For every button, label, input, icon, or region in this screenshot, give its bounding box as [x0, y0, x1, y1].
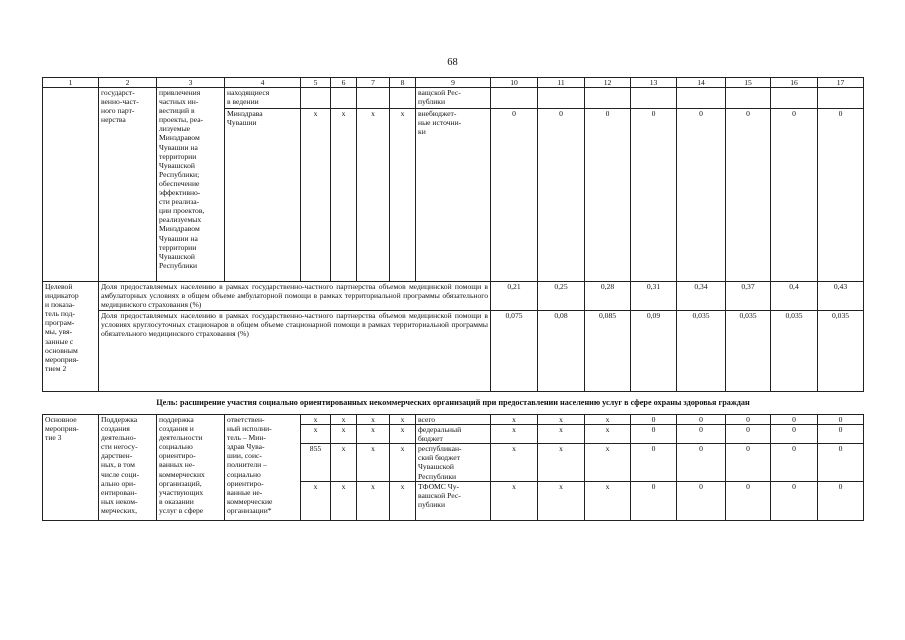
code-cell: х [390, 481, 416, 520]
header-cell: 3 [157, 78, 225, 88]
code-cell: х [390, 109, 416, 282]
funding-source-cell: ТФОМС Чу- вашской Рес- публики [416, 481, 491, 520]
program-table [42, 77, 864, 521]
value-cell: 0 [771, 109, 818, 282]
code-cell: 855 [301, 444, 331, 481]
value-cell: 0,21 [491, 282, 538, 311]
value-cell: 0,035 [677, 311, 726, 392]
empty-cell [726, 88, 771, 109]
value-cell: х [538, 415, 585, 425]
funding-source-cell: всего [416, 415, 491, 425]
value-cell: 0 [677, 444, 726, 481]
value-cell: 0,4 [771, 282, 818, 311]
header-cell: 8 [390, 78, 416, 88]
empty-cell [631, 88, 677, 109]
code-cell: х [301, 415, 331, 425]
code-cell: х [357, 481, 390, 520]
empty-cell [538, 88, 585, 109]
header-cell: 4 [225, 78, 301, 88]
empty-cell [331, 88, 357, 109]
measure-name-cell: Поддержка создания деятельно- сти негосу- дарствен- ных, в том числе соци- ально ори- ентирован- ных неком- мерческих, [99, 415, 157, 521]
task-cell: поддержка создания и деятельности социально ориентиро- ванных не- коммерческих организаций, участвующих в оказании услуг в сфере [157, 415, 225, 521]
empty-cell [585, 88, 631, 109]
measure-label-cell: Основное мероприя- тие 3 [43, 415, 99, 521]
header-cell: 13 [631, 78, 677, 88]
header-cell: 2 [99, 78, 157, 88]
value-cell: 0 [677, 425, 726, 444]
code-cell: х [301, 425, 331, 444]
code-cell: х [357, 444, 390, 481]
value-cell: 0 [677, 109, 726, 282]
value-cell: 0,08 [538, 311, 585, 392]
empty-cell [677, 88, 726, 109]
code-cell: х [331, 109, 357, 282]
value-cell: 0 [726, 481, 771, 520]
funding-source-cell: федеральный бюджет [416, 425, 491, 444]
value-cell: 0,37 [726, 282, 771, 311]
empty-cell [43, 88, 99, 282]
value-cell: 0,035 [771, 311, 818, 392]
value-cell: х [585, 415, 631, 425]
value-cell: 0,31 [631, 282, 677, 311]
value-cell: 0 [771, 444, 818, 481]
value-cell: 0 [771, 425, 818, 444]
value-cell: 0 [631, 481, 677, 520]
empty-cell [771, 88, 818, 109]
value-cell: х [491, 425, 538, 444]
value-cell: 0,25 [538, 282, 585, 311]
executor-cell: Минздрава Чувашии [225, 109, 301, 282]
table-row [43, 88, 864, 109]
measure-name-cell: государст- венно-част- ного парт- нерства [99, 88, 157, 282]
indicator-row [43, 311, 864, 392]
page-number: 68 [447, 57, 458, 68]
value-cell: 0,085 [585, 311, 631, 392]
value-cell: 0 [726, 109, 771, 282]
value-cell: х [538, 425, 585, 444]
executor-cell: находящиеся в ведении [225, 88, 301, 109]
header-cell: 6 [331, 78, 357, 88]
goal-title: Цель: расширение участия социально ориентированных некоммерческих организаций при предоставлении населению услуг в сфере охраны здоровья граждан [43, 392, 864, 415]
value-cell: 0 [818, 109, 864, 282]
empty-cell [390, 88, 416, 109]
value-cell: х [491, 415, 538, 425]
indicator-row [43, 282, 864, 311]
value-cell: 0 [726, 415, 771, 425]
header-cell: 7 [357, 78, 390, 88]
table-row [43, 415, 864, 425]
value-cell: 0 [726, 425, 771, 444]
code-cell: х [390, 415, 416, 425]
header-cell: 5 [301, 78, 331, 88]
value-cell: 0 [771, 415, 818, 425]
header-cell: 10 [491, 78, 538, 88]
indicator-text-cell: Доля предоставляемых населению в рамках государственно-частного партнерства объемов медицинской помощи в условиях круглосуточных стационаров в общем объеме стационарной помощи в рамках территориальной программы обязательного медицинского страхования (%) [99, 311, 491, 392]
value-cell: 0 [771, 481, 818, 520]
value-cell: 0,09 [631, 311, 677, 392]
code-cell: х [357, 109, 390, 282]
header-cell: 14 [677, 78, 726, 88]
indicator-text-cell: Доля предоставляемых населению в рамках государственно-частного партнерства объемов медицинской помощи в амбулаторных условиях в общем объеме амбулаторной помощи в рамках территориальной программы обязательного медицинского страхования (%) [99, 282, 491, 311]
value-cell: 0 [677, 481, 726, 520]
value-cell: 0 [818, 444, 864, 481]
executor-cell: ответствен- ный исполни- тель – Мин- здрав Чува- шии, соис- полнители – социально ориентиро- ванные не- коммерческие организации* [225, 415, 301, 521]
empty-cell [491, 88, 538, 109]
header-cell: 17 [818, 78, 864, 88]
value-cell: 0 [677, 415, 726, 425]
value-cell: 0,075 [491, 311, 538, 392]
value-cell: х [538, 481, 585, 520]
funding-source-cell: республикан- ский бюджет Чувашской Республики [416, 444, 491, 481]
value-cell: х [585, 481, 631, 520]
code-cell: х [390, 425, 416, 444]
value-cell: х [585, 425, 631, 444]
code-cell: х [331, 415, 357, 425]
code-cell: х [357, 415, 390, 425]
value-cell: 0 [818, 481, 864, 520]
value-cell: 0 [818, 425, 864, 444]
header-cell: 15 [726, 78, 771, 88]
value-cell: 0,28 [585, 282, 631, 311]
value-cell: х [538, 444, 585, 481]
value-cell: 0,34 [677, 282, 726, 311]
header-cell: 9 [416, 78, 491, 88]
code-cell: х [331, 425, 357, 444]
empty-cell [301, 88, 331, 109]
column-number-row [43, 78, 864, 88]
task-cell: привлечения частных ин- вестиций в проекты, реа- лизуемые Минздравом Чувашии на территории Чувашской Республики; обеспечение эффективно- сти реализа- ции проектов, реализуемых Минздравом Чувашии на территории Чувашской Республики [157, 88, 225, 282]
code-cell: х [331, 444, 357, 481]
header-cell: 12 [585, 78, 631, 88]
value-cell: 0 [631, 109, 677, 282]
value-cell: 0 [818, 415, 864, 425]
value-cell: 0,035 [726, 311, 771, 392]
value-cell: 0 [491, 109, 538, 282]
value-cell: 0 [726, 444, 771, 481]
funding-source-cell: ващской Рес- публики [416, 88, 491, 109]
value-cell: 0 [631, 415, 677, 425]
goal-row [43, 392, 864, 415]
value-cell: х [585, 444, 631, 481]
value-cell: 0 [631, 444, 677, 481]
value-cell: 0 [538, 109, 585, 282]
header-cell: 11 [538, 78, 585, 88]
code-cell: х [331, 481, 357, 520]
header-cell: 1 [43, 78, 99, 88]
code-cell: х [390, 444, 416, 481]
code-cell: х [301, 109, 331, 282]
value-cell: х [491, 481, 538, 520]
value-cell: 0,43 [818, 282, 864, 311]
code-cell: х [301, 481, 331, 520]
value-cell: 0,035 [818, 311, 864, 392]
value-cell: х [491, 444, 538, 481]
indicator-label-cell: Целевой индикатор и показа- тель под- програм- мы, увя- занные с основным мероприя- тием 2 [43, 282, 99, 392]
funding-source-cell: внебюджет- ные источни- ки [416, 109, 491, 282]
header-cell: 16 [771, 78, 818, 88]
code-cell: х [357, 425, 390, 444]
value-cell: 0 [631, 425, 677, 444]
empty-cell [818, 88, 864, 109]
empty-cell [357, 88, 390, 109]
value-cell: 0 [585, 109, 631, 282]
